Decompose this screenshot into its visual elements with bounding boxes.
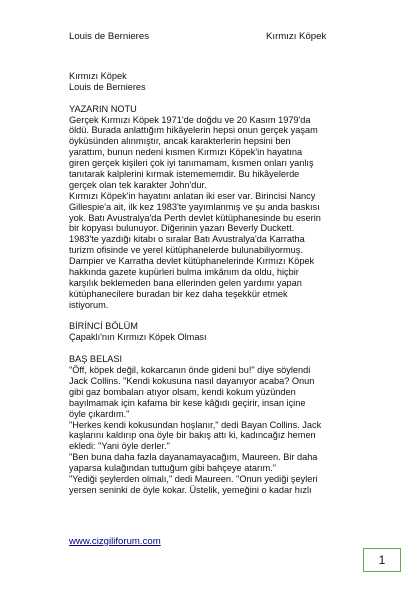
running-header-author: Louis de Bernieres	[69, 31, 149, 42]
text-line: "Öff, köpek değil, kokarcanın önde gideni bu!" diye söylendi	[69, 365, 311, 376]
text-line: karşılık beklemeden bana ellerinden gelen yardımı yapan	[69, 277, 302, 288]
book-author: Louis de Bernieres	[69, 81, 146, 92]
section-text	[69, 365, 369, 496]
author-note-text	[69, 115, 369, 311]
text-line: bayılmamak için kafama bir kese kâğıdı geçirir, insan içine	[69, 397, 306, 408]
text-line: Kırmızı Köpek'in hayatını anlatan iki eser var. Birincisi Nancy	[69, 190, 316, 201]
page-body	[69, 71, 369, 496]
text-line: yersen seninki de öyle kokar. Üstelik, yemeğini o kadar hızlı	[69, 484, 312, 495]
running-header-title: Kırmızı Köpek	[266, 31, 327, 42]
text-line: turizm ofisinde ve yerel kütüphanelerde bulunabiliyormuş.	[69, 245, 303, 256]
text-line: gerçek olan tek karakter John'dur.	[69, 179, 207, 190]
text-line: kaşlarını kaldırıp ona öyle bir bakış attı ki, kadıncağız hemen	[69, 430, 316, 441]
author-note-heading: YAZARIN NOTU	[69, 103, 137, 114]
text-line: Gillespie'a ait, ilk kez 1983'te yayımlanmış ve şu anda baskısı	[69, 201, 320, 212]
text-line: hakkında gazete kupürleri bulma imkânım da oldu, hiçbir	[69, 267, 299, 278]
footer-website-link[interactable]: www.cizgiliforum.com	[69, 536, 161, 547]
text-line: bir kopyası bulunuyor. Diğerinin yazarı Beverly Duckett.	[69, 223, 295, 234]
text-line: giren gerçek kişileri çok iyi tanımamam, kısmen onları yanlış	[69, 158, 314, 169]
chapter-subtitle: Çapaklı'nın Kırmızı Köpek Olması	[69, 332, 207, 343]
text-line: öyle çıkardım."	[69, 408, 130, 419]
chapter-heading: BİRİNCİ BÖLÜM	[69, 321, 138, 332]
text-line: öldü. Burada anlattığım hikâyelerin hepsi onun gerçek yaşam	[69, 125, 318, 136]
text-line: "Yediği şeylerden olmalı," dedi Maureen. "Onun yediği şeyleri	[69, 473, 318, 484]
text-line: tanıtarak kalplerini kırmak istemememdir. Bu hikâyelerde	[69, 169, 300, 180]
text-line: "Ben buna daha fazla dayanamayacağım, Maureen. Bir daha	[69, 452, 318, 463]
text-line: Gerçek Kırmızı Köpek 1971'de doğdu ve 20 Kasım 1979'da	[69, 114, 311, 125]
text-line: Jack Collins. "Kendi kokusuna nasıl dayanıyor acaba? Onun	[69, 375, 315, 386]
text-line: kütüphanecilere buradan bir kez daha teşekkür etmek	[69, 288, 288, 299]
text-line: yarattım, bunun nedeni kısmen Kırmızı Köpek'in hayatına	[69, 147, 303, 158]
section-heading: BAŞ BELASI	[69, 354, 123, 365]
text-line: ekledi: "Yani öyle derler."	[69, 441, 170, 452]
text-line: öyküsünden alınmıştır, ancak karakterlerin hepsini ben	[69, 136, 291, 147]
book-title: Kırmızı Köpek	[69, 71, 127, 81]
text-line: Dampier ve Karratha devlet kütüphanelerinde Kırmızı Köpek	[69, 256, 315, 267]
text-line: "Herkes kendi kokusundan hoşlanır," dedi Bayan Collins. Jack	[69, 419, 322, 430]
text-line: yok. Batı Avustralya'da Perth devlet kütüphanesinde bu eserin	[69, 212, 321, 223]
text-line: istiyorum.	[69, 299, 109, 310]
page-number-box: 1	[363, 548, 401, 572]
text-line: 1983'te yazdığı kitabı o sıralar Batı Avustralya'da Karratha	[69, 234, 305, 245]
text-line: gibi gaz bombaları atıyor olsam, kendi kokum yüzünden	[69, 386, 296, 397]
text-line: yaparsa kulağından tuttuğum gibi bahçeye atarım."	[69, 463, 277, 474]
